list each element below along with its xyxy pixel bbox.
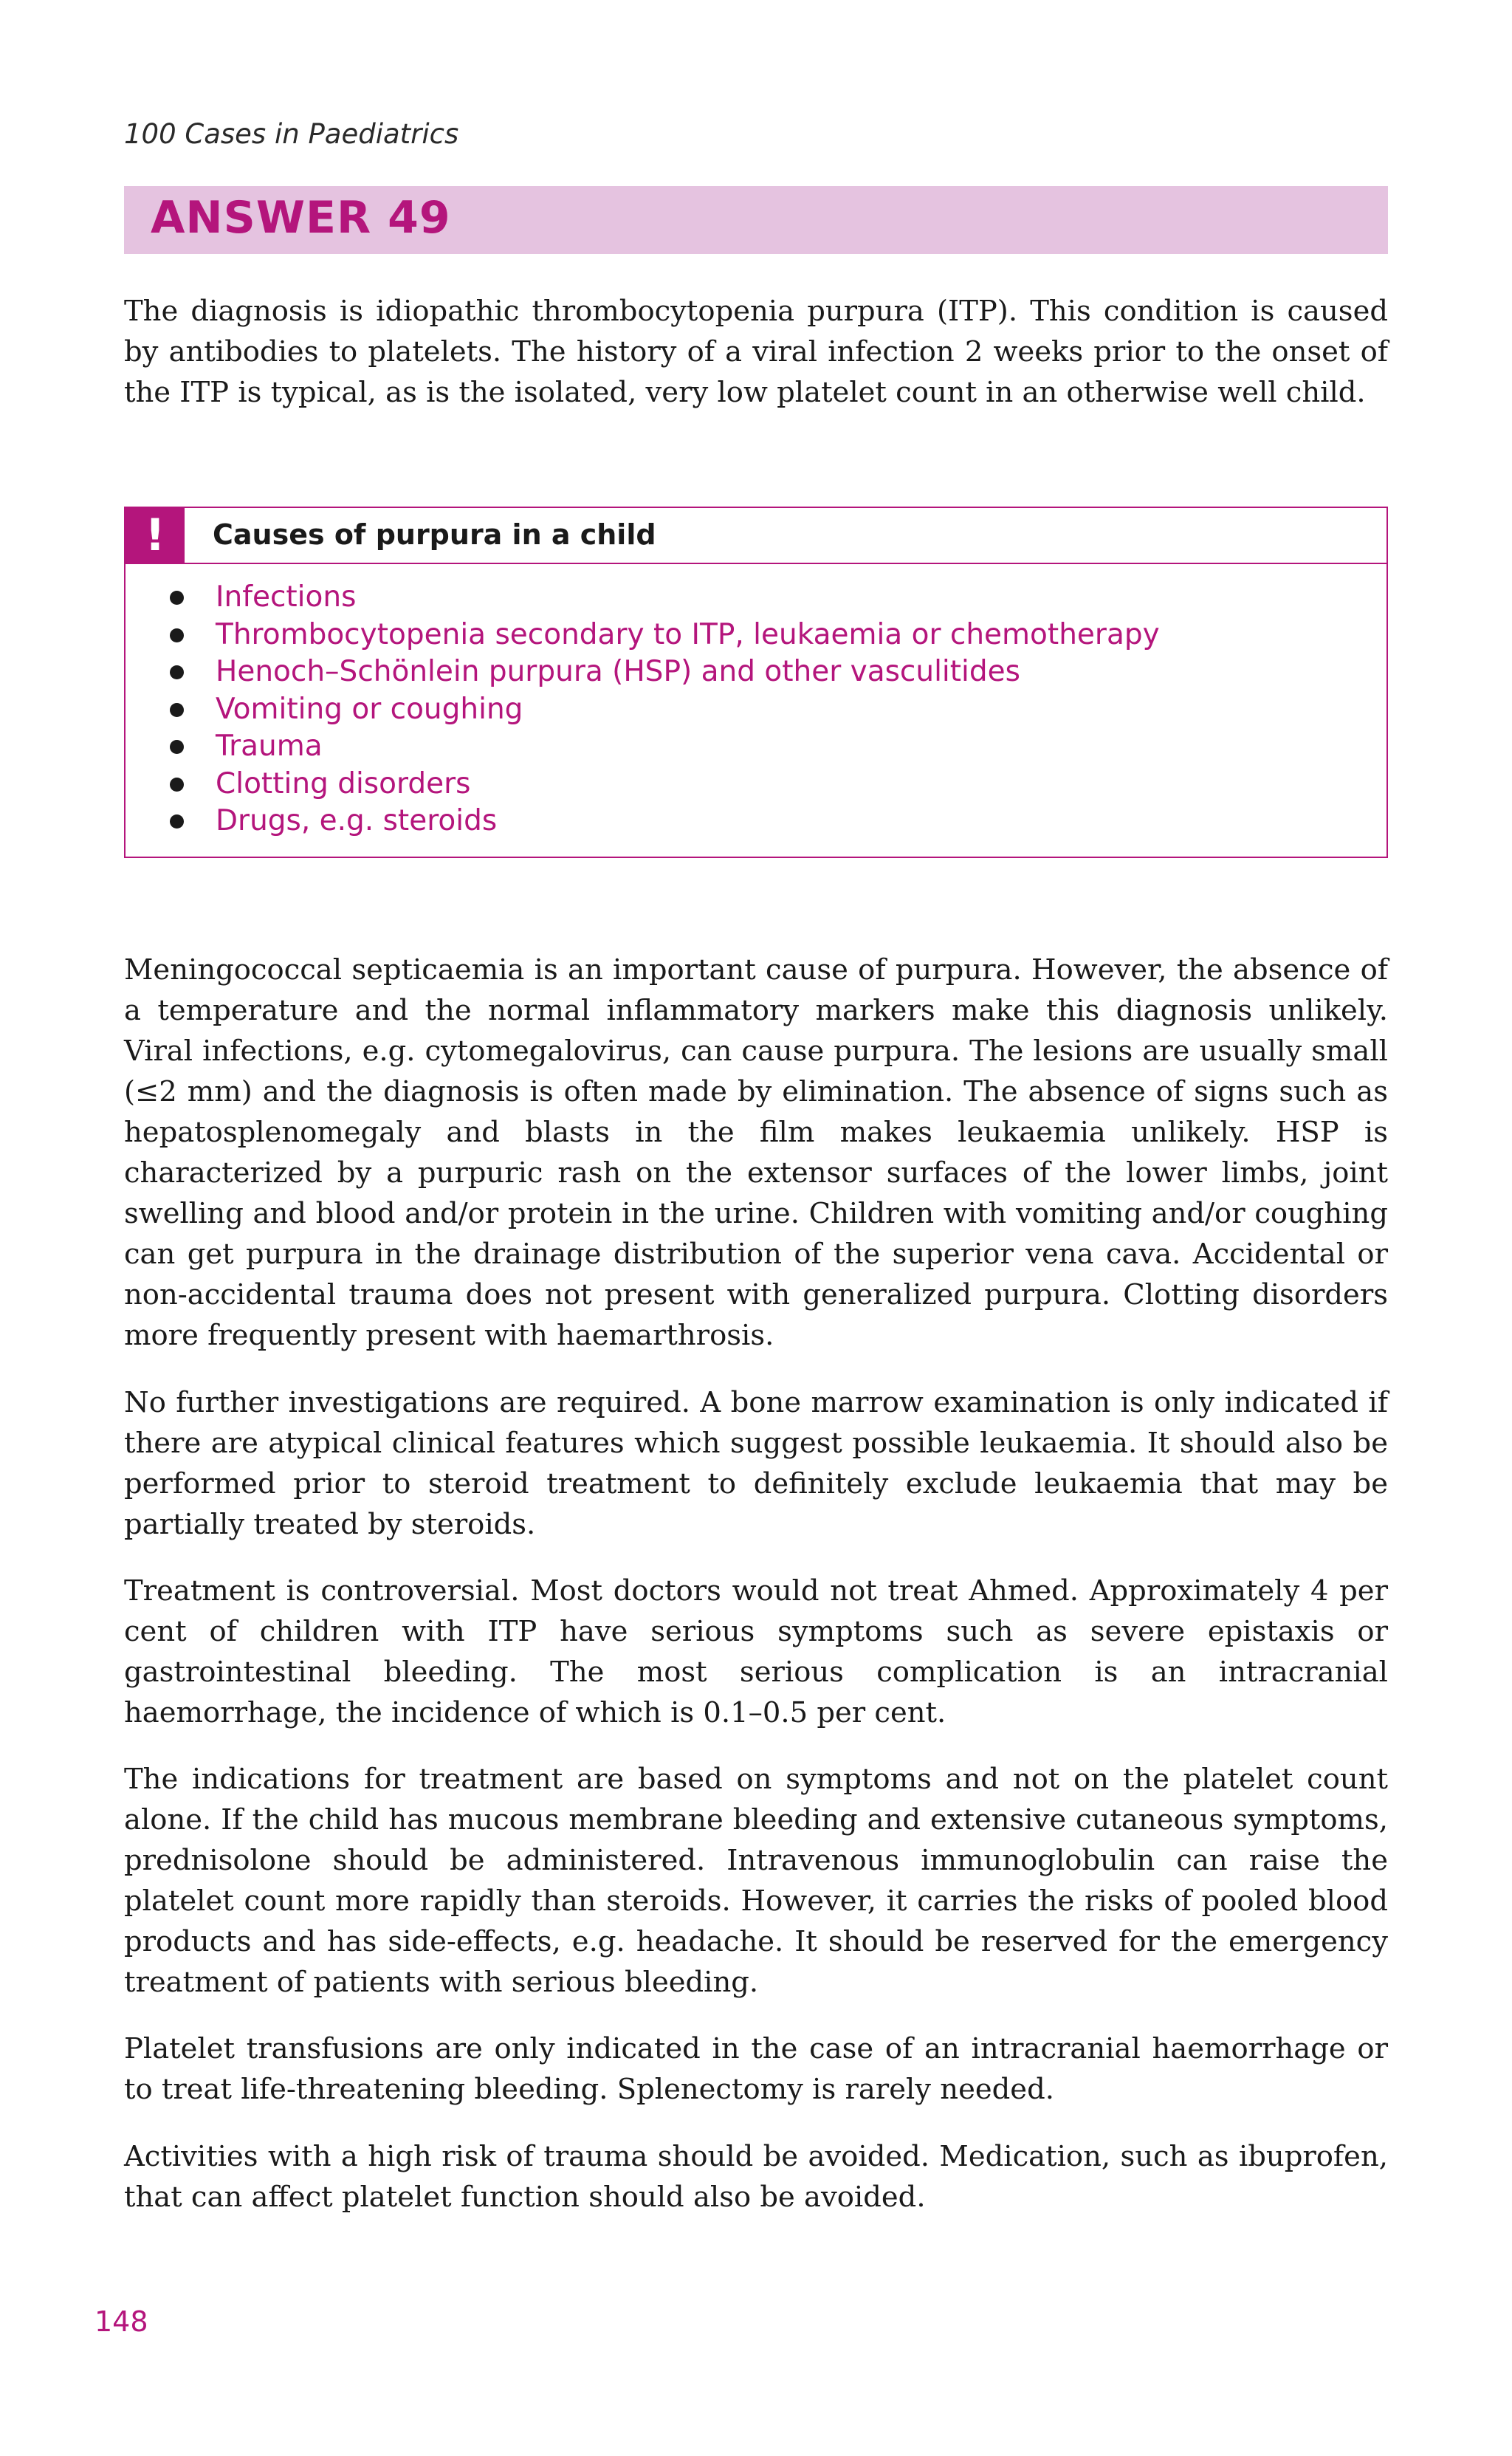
cause-item-text: Vomiting or coughing <box>216 692 523 726</box>
causes-list <box>170 579 1160 840</box>
list-item <box>170 617 1160 654</box>
bullet-icon <box>170 665 184 679</box>
cause-item-text: Henoch–Schönlein purpura (HSP) and other vasculitides <box>216 655 1020 688</box>
bullet-icon <box>170 740 184 754</box>
causes-box-title: Causes of purpura in a child <box>213 518 656 551</box>
body-paragraph: Treatment is controversial. Most doctors would not treat Ahmed. Approximately 4 per cent of children with ITP have serious symptoms such as severe epistaxis or gastrointestinal bleeding. The most serious complication is an intracranial haemorrhage, the incidence of which is 0.1–0.5 per cent. <box>124 1574 1388 1729</box>
bullet-icon <box>170 703 184 717</box>
intro-paragraph: The diagnosis is idiopathic thrombocytopenia purpura (ITP). This condition is caused by antibodies to platelets. The history of a viral infection 2 weeks prior to the onset of the ITP is typical, as is the isolated, very low platelet count in an otherwise well child. <box>124 295 1388 409</box>
bullet-icon <box>170 814 184 829</box>
list-item <box>170 766 1160 803</box>
running-head: 100 Cases in Paediatrics <box>124 118 459 150</box>
list-item <box>170 728 1160 766</box>
list-item <box>170 691 1160 729</box>
cause-item-text: Clotting disorders <box>216 766 471 800</box>
causes-box <box>124 507 1388 858</box>
body-paragraph: Platelet transfusions are only indicated in the case of an intracranial haemorrhage or to treat life-threatening bleeding. Splenectomy is rarely needed. <box>124 2032 1388 2106</box>
causes-box-header <box>126 508 1386 564</box>
cause-item-text: Thrombocytopenia secondary to ITP, leukaemia or chemotherapy <box>216 617 1160 651</box>
bullet-icon <box>170 591 184 605</box>
bullet-icon <box>170 628 184 642</box>
body-paragraph: Activities with a high risk of trauma should be avoided. Medication, such as ibuprofen, that can affect platelet function should also be avoided. <box>124 2140 1388 2214</box>
list-item <box>170 803 1160 840</box>
cause-item-text: Infections <box>216 580 357 614</box>
page-number: 148 <box>94 2305 148 2338</box>
body-paragraph: The indications for treatment are based on symptoms and not on the platelet count alone. If the child has mucous membrane bleeding and extensive cutaneous symptoms, prednisolone should be administered. Intravenous immunoglobulin can raise the platelet count more rapidly than steroids. However, it carries the risks of pooled blood products and has side-effects, e.g. headache. It should be reserved for the emergency treatment of patients with serious bleeding. <box>124 1763 1388 1999</box>
body-paragraph: No further investigations are required. A bone marrow examination is only indicated if there are atypical clinical features which suggest possible leukaemia. It should also be performed prior to steroid treatment to definitely exclude leukaemia that may be partially treated by steroids. <box>124 1386 1388 1541</box>
cause-item-text: Drugs, e.g. steroids <box>216 804 498 837</box>
list-item <box>170 654 1160 691</box>
exclamation-icon: ! <box>126 508 185 563</box>
answer-banner <box>124 186 1388 254</box>
list-item <box>170 579 1160 617</box>
answer-title: ANSWER 49 <box>151 192 451 244</box>
body-paragraph: Meningococcal septicaemia is an important cause of purpura. However, the absence of a temperature and the normal inflammatory markers make this diagnosis unlikely. Viral infections, e.g. cytomegalovirus, can cause purpura. The lesions are usually small (≤2 mm) and the diagnosis is often made by elimination. The absence of signs such as hepatosplenomegaly and blasts in the film makes leukaemia unlikely. HSP is characterized by a purpuric rash on the extensor surfaces of the lower limbs, joint swelling and blood and/or protein in the urine. Children with vomiting and/or coughing can get purpura in the drainage distribution of the superior vena cava. Accidental or non-accidental trauma does not present with generalized purpura. Clotting disorders more frequently present with haemarthrosis. <box>124 953 1388 1352</box>
bullet-icon <box>170 778 184 792</box>
cause-item-text: Trauma <box>216 730 323 763</box>
